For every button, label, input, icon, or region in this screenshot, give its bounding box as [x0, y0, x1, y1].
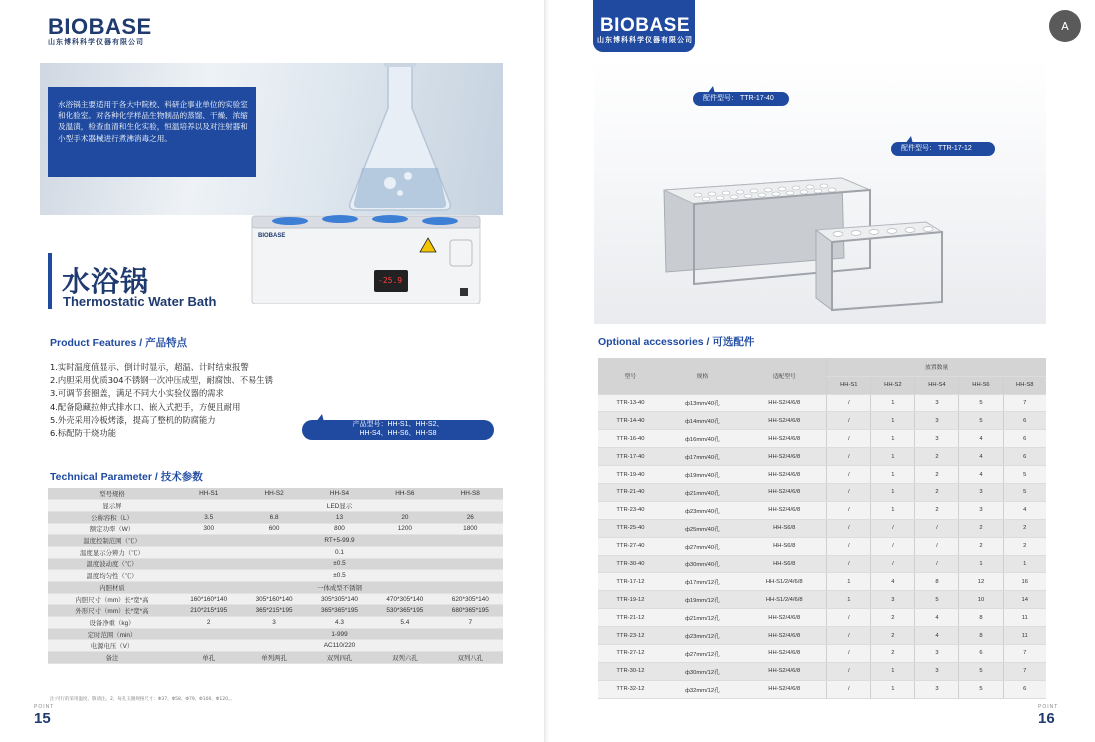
table-cell: 5 — [915, 591, 959, 609]
col-header-unit: HH-S4 — [915, 376, 959, 394]
page-label: POINT — [34, 704, 55, 710]
features-list — [50, 361, 300, 440]
table-cell: 5 — [959, 394, 1003, 412]
table-cell: HH-S2/4/6/8 — [742, 627, 827, 645]
table-row — [598, 591, 1046, 609]
table-row — [598, 573, 1046, 591]
table-row — [598, 430, 1046, 448]
table-cell: 20 — [372, 511, 437, 523]
table-row — [598, 501, 1046, 519]
right-page — [548, 0, 1095, 742]
table-cell: 单孔 — [176, 652, 241, 664]
table-cell: 7 — [1003, 662, 1046, 680]
table-cell: 备注 — [48, 652, 176, 664]
table-cell: HH-S6/8 — [742, 555, 827, 573]
table-cell: HH-S2/4/6/8 — [742, 501, 827, 519]
table-cell: / — [915, 555, 959, 573]
table-cell: 2 — [915, 448, 959, 466]
table-row — [48, 640, 503, 652]
table-cell: 2 — [176, 617, 241, 629]
product-title-en: Thermostatic Water Bath — [63, 294, 217, 309]
table-cell: ф17mm/40孔 — [663, 448, 742, 466]
table-cell: / — [871, 537, 915, 555]
table-cell: 1 — [871, 680, 915, 698]
page-number: 15 — [34, 710, 51, 727]
col-header-spec: 规格 — [663, 358, 742, 394]
col-header-unit: HH-S2 — [871, 376, 915, 394]
table-cell: / — [827, 519, 871, 537]
table-cell: ф21mm/12孔 — [663, 609, 742, 627]
table-cell: TTR-19-40 — [598, 466, 663, 484]
logo-word: BIOBASE — [599, 15, 691, 36]
table-cell: 14 — [1003, 591, 1046, 609]
table-cell: / — [871, 555, 915, 573]
biobase-logo-box — [593, 0, 695, 52]
table-cell: / — [827, 448, 871, 466]
table-cell: 2 — [915, 501, 959, 519]
table-cell: 4.3 — [307, 617, 372, 629]
table-cell: 温度显示分辨力（℃） — [48, 546, 176, 558]
table-cell: 530*365*195 — [372, 605, 437, 617]
table-cell: 8 — [915, 573, 959, 591]
table-row — [48, 523, 503, 535]
table-cell: 外形尺寸（mm）长*宽*高 — [48, 605, 176, 617]
table-cell: ф13mm/40孔 — [663, 394, 742, 412]
table-cell: HH-S2/4/6/8 — [742, 609, 827, 627]
table-cell: HH-S8 — [438, 488, 503, 500]
table-cell: 1 — [871, 448, 915, 466]
table-row — [48, 617, 503, 629]
table-cell: ф27mm/40孔 — [663, 537, 742, 555]
table-cell: TTR-21-40 — [598, 483, 663, 501]
table-cell: 4 — [959, 466, 1003, 484]
table-row — [48, 558, 503, 570]
table-cell: 1 — [871, 430, 915, 448]
col-header-qty: 放置数量 — [827, 358, 1046, 376]
table-cell: 305*305*140 — [307, 593, 372, 605]
table-row — [598, 644, 1046, 662]
table-cell: 4 — [959, 430, 1003, 448]
table-cell: 3 — [915, 430, 959, 448]
logo-word: BIOBASE — [48, 14, 152, 39]
table-cell: / — [827, 537, 871, 555]
table-row — [598, 680, 1046, 698]
feature-item: 1.实时温度值显示、倒计时显示，超温、计时结束报警 — [50, 362, 249, 372]
table-cell: 1 — [1003, 555, 1046, 573]
table-cell: / — [827, 394, 871, 412]
table-cell: 4 — [871, 573, 915, 591]
table-cell: 定时范围（min） — [48, 628, 176, 640]
table-cell: 7 — [438, 617, 503, 629]
table-cell: ф30mm/12孔 — [663, 662, 742, 680]
table-cell: LED显示 — [176, 500, 503, 512]
table-cell: HH-S2/4/6/8 — [742, 662, 827, 680]
table-cell: 3 — [915, 412, 959, 430]
feature-item: 6.标配防干烧功能 — [50, 428, 116, 439]
table-row — [48, 535, 503, 547]
table-cell: ±0.5 — [176, 570, 503, 582]
table-row — [48, 582, 503, 594]
table-cell: 8 — [959, 609, 1003, 627]
table-row — [598, 555, 1046, 573]
table-cell: ф19mm/40孔 — [663, 466, 742, 484]
accessory-bubble-a: 配件型号： TTR-17-40 — [693, 92, 789, 106]
table-row — [598, 483, 1046, 501]
table-cell: ф23mm/40孔 — [663, 501, 742, 519]
table-cell: TTR-17-12 — [598, 573, 663, 591]
table-cell: 2 — [871, 644, 915, 662]
table-cell: 680*365*195 — [438, 605, 503, 617]
footnote: 注:可行的采用温度，敬请注。2、每孔玉圈规格尺寸：Φ37、Φ58、Φ79、Φ100、Φ120。。 — [50, 697, 235, 702]
table-cell: HH-S2/4/6/8 — [742, 466, 827, 484]
table-cell: HH-S4 — [307, 488, 372, 500]
table-cell: TTR-21-12 — [598, 609, 663, 627]
table-cell: HH-S1/2/4/6/8 — [742, 573, 827, 591]
tech-parameter-table — [48, 488, 503, 664]
table-cell: 11 — [1003, 609, 1046, 627]
features-heading: Product Features / 产品特点 — [50, 337, 188, 349]
model-bubble-line: HH-S4、HH-S6、HH-S8 — [359, 429, 437, 437]
table-cell: 额定功率（W） — [48, 523, 176, 535]
feature-item: 2.内胆采用优质304不锈钢一次冲压成型，耐腐蚀、不易生锈 — [50, 375, 273, 386]
table-cell: 2 — [1003, 537, 1046, 555]
table-cell: 13 — [307, 511, 372, 523]
table-cell: / — [915, 519, 959, 537]
table-row — [598, 448, 1046, 466]
table-cell: 5 — [959, 680, 1003, 698]
table-cell: AC110/220 — [176, 640, 503, 652]
table-cell: / — [827, 501, 871, 519]
table-cell: HH-S6/8 — [742, 519, 827, 537]
table-cell: 电源电压（V） — [48, 640, 176, 652]
title-accent-bar — [48, 253, 52, 309]
table-cell: 600 — [241, 523, 306, 535]
table-cell: HH-S2 — [241, 488, 306, 500]
table-cell: 一体成型不锈钢 — [176, 582, 503, 594]
table-cell: TTR-16-40 — [598, 430, 663, 448]
table-cell: 2 — [871, 627, 915, 645]
table-cell: 1 — [827, 573, 871, 591]
table-cell: 7 — [1003, 644, 1046, 662]
table-cell: 4 — [959, 448, 1003, 466]
table-row — [48, 605, 503, 617]
table-cell: 1800 — [438, 523, 503, 535]
table-cell: TTR-23-12 — [598, 627, 663, 645]
table-cell: 3 — [915, 394, 959, 412]
water-bath-product-image — [250, 210, 482, 304]
table-cell: 305*160*140 — [241, 593, 306, 605]
left-page — [0, 0, 545, 742]
table-cell: TTR-30-12 — [598, 662, 663, 680]
table-cell: 2 — [871, 609, 915, 627]
table-cell: 3 — [915, 644, 959, 662]
table-cell: 6 — [1003, 680, 1046, 698]
table-cell: ф16mm/40孔 — [663, 430, 742, 448]
table-cell: 1 — [871, 662, 915, 680]
col-header-unit: HH-S6 — [959, 376, 1003, 394]
table-cell: HH-S2/4/6/8 — [742, 680, 827, 698]
table-cell: 1 — [871, 394, 915, 412]
feature-item: 4.配备隐藏拉伸式排水口、嵌入式把手，方便且耐用 — [50, 401, 241, 412]
page-number: 16 — [1038, 710, 1055, 727]
table-cell: 470*305*140 — [372, 593, 437, 605]
table-cell: 5 — [959, 662, 1003, 680]
table-row — [48, 488, 503, 500]
table-cell: 6 — [1003, 448, 1046, 466]
col-header-unit: HH-S8 — [1003, 376, 1046, 394]
table-cell: 1 — [959, 555, 1003, 573]
logo-subtitle: 山东博科科学仪器有限公司 — [597, 37, 693, 44]
table-cell: 公称容积（L） — [48, 511, 176, 523]
table-cell: 160*160*140 — [176, 593, 241, 605]
table-cell: 6.8 — [241, 511, 306, 523]
table-row — [598, 537, 1046, 555]
table-cell: TTR-17-40 — [598, 448, 663, 466]
col-header-model: 型号 — [598, 358, 663, 394]
table-cell: 3 — [915, 662, 959, 680]
table-cell: TTR-23-40 — [598, 501, 663, 519]
machine-display-readout: -25.9 — [378, 276, 403, 285]
table-cell: 内胆尺寸（mm）长*宽*高 — [48, 593, 176, 605]
table-cell: / — [871, 519, 915, 537]
table-cell: 设备净重（kg） — [48, 617, 176, 629]
table-row — [48, 511, 503, 523]
table-cell: 5 — [1003, 466, 1046, 484]
table-cell: / — [827, 680, 871, 698]
accessories-table — [598, 358, 1046, 699]
table-cell: ф14mm/40孔 — [663, 412, 742, 430]
table-cell: / — [827, 627, 871, 645]
machine-brand-label: BIOBASE — [258, 233, 286, 239]
table-cell: / — [827, 662, 871, 680]
col-header-unit: HH-S1 — [827, 376, 871, 394]
table-cell: 3 — [241, 617, 306, 629]
table-cell: HH-S1 — [176, 488, 241, 500]
table-cell: 1 — [871, 412, 915, 430]
col-header-fit: 适配型号 — [742, 358, 827, 394]
table-cell: ±0.5 — [176, 558, 503, 570]
table-cell: 3 — [915, 680, 959, 698]
table-cell: 3 — [959, 501, 1003, 519]
page-number-left — [34, 704, 54, 727]
table-cell: HH-S2/4/6/8 — [742, 644, 827, 662]
table-row — [48, 628, 503, 640]
table-cell: 6 — [959, 644, 1003, 662]
table-cell: ф32mm/12孔 — [663, 680, 742, 698]
table-cell: TTR-27-12 — [598, 644, 663, 662]
accessory-image-area — [594, 58, 1046, 324]
accessories-heading: Optional accessories / 可选配件 — [598, 336, 755, 348]
table-cell: 365*365*195 — [307, 605, 372, 617]
table-cell: ф30mm/40孔 — [663, 555, 742, 573]
table-cell: RT+5-99.9 — [176, 535, 503, 547]
table-cell: 10 — [959, 591, 1003, 609]
table-cell: 1 — [871, 466, 915, 484]
table-cell: 1 — [871, 483, 915, 501]
table-cell: 300 — [176, 523, 241, 535]
table-cell: TTR-14-40 — [598, 412, 663, 430]
table-row — [598, 412, 1046, 430]
table-cell: 3.5 — [176, 511, 241, 523]
table-cell: ф23mm/12孔 — [663, 627, 742, 645]
table-cell: 温度波动度（℃） — [48, 558, 176, 570]
table-cell: 2 — [915, 483, 959, 501]
table-cell: / — [915, 537, 959, 555]
table-cell: TTR-19-12 — [598, 591, 663, 609]
zoom-glyph: A — [1061, 19, 1069, 33]
table-cell: / — [827, 466, 871, 484]
table-cell: 4 — [915, 627, 959, 645]
table-cell: TTR-30-40 — [598, 555, 663, 573]
table-cell: / — [827, 609, 871, 627]
table-cell: ф25mm/40孔 — [663, 519, 742, 537]
table-cell: ф21mm/40孔 — [663, 483, 742, 501]
table-cell: 11 — [1003, 627, 1046, 645]
table-cell: / — [827, 555, 871, 573]
table-row — [48, 500, 503, 512]
zoom-text-icon[interactable] — [1049, 10, 1081, 42]
table-cell: 7 — [1003, 394, 1046, 412]
table-cell: 12 — [959, 573, 1003, 591]
table-cell: 4 — [915, 609, 959, 627]
table-cell: 3 — [959, 483, 1003, 501]
table-cell: / — [827, 430, 871, 448]
table-cell: 内胆材质 — [48, 582, 176, 594]
table-cell: HH-S6/8 — [742, 537, 827, 555]
feature-item: 3.可调节套圈盖，满足不同大小实验仪器的需求 — [50, 388, 224, 399]
table-row — [598, 609, 1046, 627]
table-cell: 5.4 — [372, 617, 437, 629]
table-cell: ф27mm/12孔 — [663, 644, 742, 662]
page-label: POINT — [1038, 704, 1059, 710]
logo-subtitle: 山东博科科学仪器有限公司 — [48, 39, 144, 46]
table-row — [48, 570, 503, 582]
tech-heading: Technical Parameter / 技术参数 — [50, 471, 203, 483]
intro-text-box: 水浴锅主要适用于各大中院校、科研企事业单位的实验室和化验室。对各种化学样品生物制品的蒸馏、干燥、浓缩及温渍，检查血清和生化实验，恒温培养以及对注射器和小型手术器械进行煮沸消毒之用。 — [48, 87, 256, 177]
table-cell: 1 — [871, 501, 915, 519]
table-cell: 2 — [1003, 519, 1046, 537]
table-cell: 1 — [827, 591, 871, 609]
table-cell: 800 — [307, 523, 372, 535]
table-cell: HH-S2/4/6/8 — [742, 430, 827, 448]
accessory-bubble-b: 配件型号： TTR-17-12 — [891, 142, 995, 156]
table-cell: 双列六孔 — [372, 652, 437, 664]
table-cell: 365*215*195 — [241, 605, 306, 617]
table-cell: 6 — [1003, 412, 1046, 430]
table-cell: / — [827, 412, 871, 430]
table-cell: 4 — [1003, 501, 1046, 519]
table-cell: 温度控制范围（℃） — [48, 535, 176, 547]
table-cell: TTR-13-40 — [598, 394, 663, 412]
table-row — [598, 627, 1046, 645]
table-cell: 1-999 — [176, 628, 503, 640]
table-cell: 1200 — [372, 523, 437, 535]
model-bubble-line: 产品型号：HH-S1、HH-S2、 — [352, 421, 444, 428]
test-tube-rack-image — [594, 58, 1046, 324]
table-cell: HH-S2/4/6/8 — [742, 412, 827, 430]
table-cell: 26 — [438, 511, 503, 523]
table-cell: 210*215*195 — [176, 605, 241, 617]
table-cell: HH-S2/4/6/8 — [742, 394, 827, 412]
table-cell: 620*305*140 — [438, 593, 503, 605]
table-cell: 2 — [915, 466, 959, 484]
table-cell: 0.1 — [176, 546, 503, 558]
page-number-right — [1038, 704, 1058, 727]
table-row — [598, 394, 1046, 412]
product-title-cn: 水浴锅 — [62, 265, 150, 298]
table-cell: HH-S2/4/6/8 — [742, 448, 827, 466]
table-cell: HH-S2/4/6/8 — [742, 483, 827, 501]
table-row — [598, 519, 1046, 537]
table-cell: 双列八孔 — [438, 652, 503, 664]
table-cell: 8 — [959, 627, 1003, 645]
table-cell: 显示屏 — [48, 500, 176, 512]
table-row — [48, 593, 503, 605]
table-cell: 型号规格 — [48, 488, 176, 500]
table-row — [48, 546, 503, 558]
table-cell: HH-S1/2/4/6/8 — [742, 591, 827, 609]
table-cell: 6 — [1003, 430, 1046, 448]
product-model-bubble — [302, 420, 494, 440]
feature-item: 5.外壳采用冷板烤漆，提高了整机的防腐能力 — [50, 414, 216, 425]
table-cell: 2 — [959, 537, 1003, 555]
table-row — [48, 652, 503, 664]
table-cell: 3 — [871, 591, 915, 609]
table-row — [598, 662, 1046, 680]
table-cell: / — [827, 483, 871, 501]
table-cell: TTR-25-40 — [598, 519, 663, 537]
table-cell: 2 — [959, 519, 1003, 537]
table-cell: 温度均匀性（℃） — [48, 570, 176, 582]
table-cell: 双列四孔 — [307, 652, 372, 664]
table-cell: 5 — [959, 412, 1003, 430]
table-cell: TTR-32-12 — [598, 680, 663, 698]
table-cell: ф17mm/12孔 — [663, 573, 742, 591]
table-cell: TTR-27-40 — [598, 537, 663, 555]
flask-image — [330, 63, 470, 215]
table-cell: ф19mm/12孔 — [663, 591, 742, 609]
table-cell: 5 — [1003, 483, 1046, 501]
table-cell: 单列两孔 — [241, 652, 306, 664]
table-cell: 16 — [1003, 573, 1046, 591]
biobase-logo — [48, 16, 152, 47]
table-row — [598, 466, 1046, 484]
table-cell: / — [827, 644, 871, 662]
table-cell: HH-S6 — [372, 488, 437, 500]
